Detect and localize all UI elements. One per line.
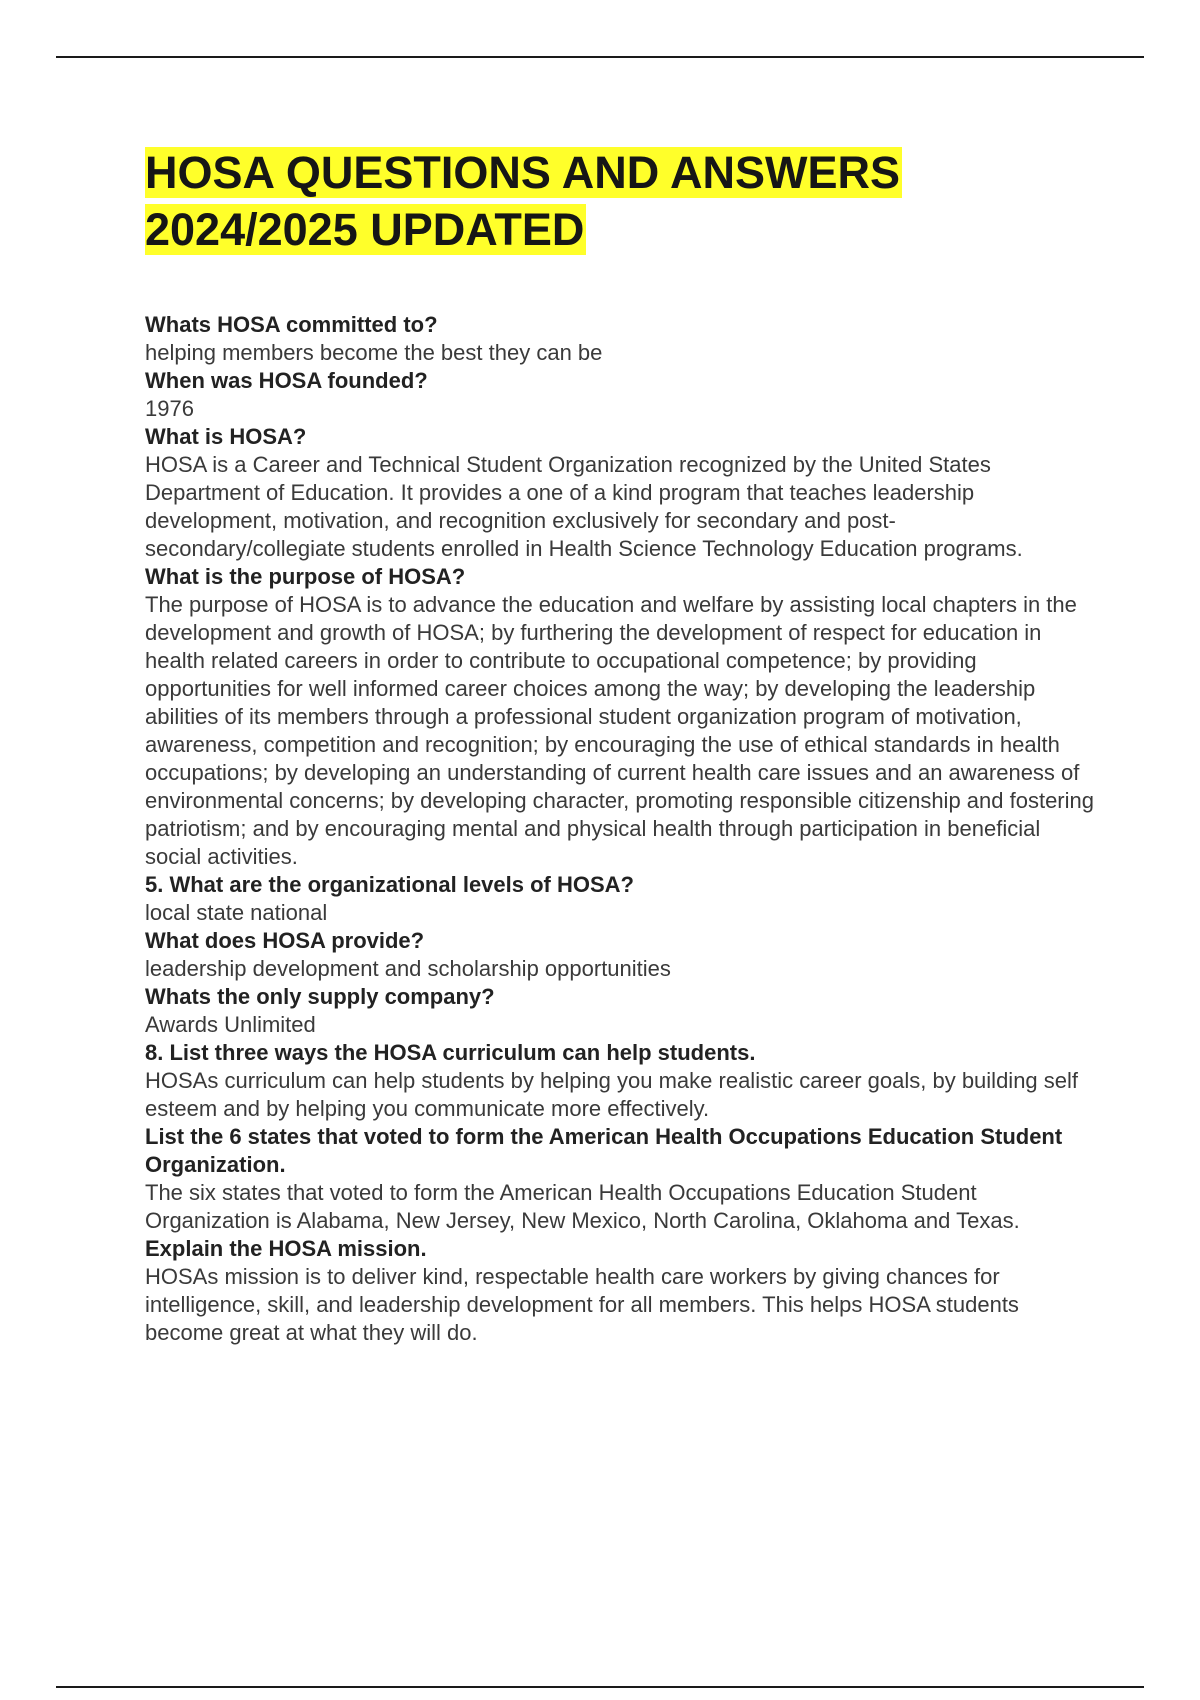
- bottom-rule: [56, 1686, 1144, 1688]
- qa-list: [145, 311, 1095, 1347]
- qa-item: [145, 983, 1095, 1039]
- question: What is the purpose of HOSA?: [145, 564, 466, 589]
- answer: HOSAs curriculum can help students by helping you make realistic career goals, by building self esteem and by helping you communicate more effectively.: [145, 1068, 1079, 1121]
- question: 5. What are the organizational levels of HOSA?: [145, 872, 634, 897]
- qa-item: [145, 563, 1095, 871]
- title-line-1: HOSA QUESTIONS AND ANSWERS: [145, 147, 901, 198]
- answer: local state national: [145, 900, 328, 925]
- qa-item: [145, 1235, 1095, 1347]
- question: Explain the HOSA mission.: [145, 1236, 427, 1261]
- question: What does HOSA provide?: [145, 928, 425, 953]
- qa-item: [145, 1039, 1095, 1123]
- document-title: [145, 144, 1095, 258]
- question: Whats the only supply company?: [145, 984, 495, 1009]
- answer: Awards Unlimited: [145, 1012, 316, 1037]
- question: What is HOSA?: [145, 424, 307, 449]
- qa-item: [145, 1123, 1095, 1235]
- answer: HOSA is a Career and Technical Student Organization recognized by the United States Department of Education. It provides a one of a kind program that teaches leadership development, motivation, and recognition exclusively for secondary and post-secondary/collegiate students enrolled in Health Science Technology Education programs.: [145, 452, 1023, 561]
- qa-item: [145, 367, 1095, 423]
- answer: leadership development and scholarship opportunities: [145, 956, 671, 981]
- answer: helping members become the best they can be: [145, 340, 603, 365]
- qa-item: [145, 927, 1095, 983]
- question: Whats HOSA committed to?: [145, 312, 438, 337]
- answer: HOSAs mission is to deliver kind, respectable health care workers by giving chances for intelligence, skill, and leadership development for all members. This helps HOSA students become great at what they will do.: [145, 1264, 1019, 1345]
- answer: The six states that voted to form the American Health Occupations Education Student Organization is Alabama, New Jersey, New Mexico, North Carolina, Oklahoma and Texas.: [145, 1180, 1020, 1233]
- answer: 1976: [145, 396, 194, 421]
- document-body: [145, 144, 1095, 1347]
- top-rule: [56, 56, 1144, 58]
- qa-item: [145, 311, 1095, 367]
- title-line-2: 2024/2025 UPDATED: [145, 204, 585, 255]
- question: When was HOSA founded?: [145, 368, 428, 393]
- qa-item: [145, 871, 1095, 927]
- question: 8. List three ways the HOSA curriculum can help students.: [145, 1040, 756, 1065]
- question: List the 6 states that voted to form the American Health Occupations Education Student Organization.: [145, 1124, 1063, 1177]
- answer: The purpose of HOSA is to advance the education and welfare by assisting local chapters in the development and growth of HOSA; by furthering the development of respect for education in health related careers in order to contribute to occupational competence; by providing opportunities for well informed career choices among the way; by developing the leadership abilities of its members through a professional student organization program of motivation, awareness, competition and recognition; by encouraging the use of ethical standards in health occupations; by developing an understanding of current health care issues and an awareness of environmental concerns; by developing character, promoting responsible citizenship and fostering patriotism; and by encouraging mental and physical health through participation in beneficial social activities.: [145, 592, 1094, 869]
- qa-item: [145, 423, 1095, 563]
